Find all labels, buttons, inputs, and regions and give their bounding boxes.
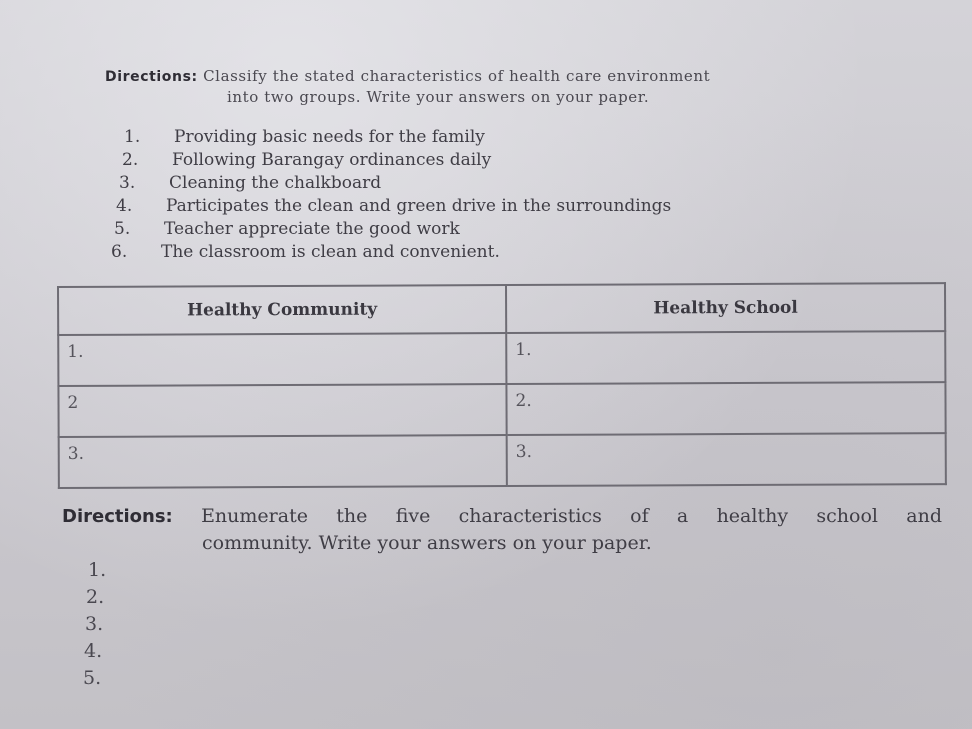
table-header-row <box>58 283 945 335</box>
header-healthy-community: Healthy Community <box>58 285 506 335</box>
item-number: 6. <box>111 242 128 262</box>
classification-table <box>57 282 947 489</box>
directions-label: Directions: <box>62 506 173 527</box>
list-item <box>110 172 671 195</box>
directions-classify <box>105 66 925 107</box>
answer-cell: 1. <box>58 333 506 386</box>
answer-line: 3. <box>85 613 104 635</box>
item-number: 4. <box>116 196 133 216</box>
item-text: The classroom is clean and convenient. <box>161 242 500 262</box>
item-text: Teacher appreciate the good work <box>164 219 460 239</box>
table-row <box>58 382 945 437</box>
directions-text-line2: into two groups. Write your answers on your paper. <box>227 88 650 106</box>
item-text: Cleaning the chalkboard <box>169 173 382 193</box>
list-item <box>110 218 671 241</box>
item-number: 5. <box>114 219 131 239</box>
item-text: Following Barangay ordinances daily <box>172 150 492 170</box>
list-item <box>110 126 671 149</box>
answer-cell: 1. <box>506 331 945 384</box>
answer-cell: 2. <box>506 382 945 435</box>
enumeration-answer-list <box>82 557 106 692</box>
directions-text-line2: community. Write your answers on your paper. <box>202 532 652 554</box>
characteristics-list <box>110 126 671 264</box>
list-item <box>110 241 671 264</box>
answer-cell: 3. <box>507 433 946 486</box>
table-row <box>58 331 945 386</box>
directions-text-line1: Classify the stated characteristics of health care environment <box>203 67 711 85</box>
directions-first-line <box>62 503 942 530</box>
item-number: 3. <box>119 173 136 193</box>
header-healthy-school: Healthy School <box>506 283 945 333</box>
item-text: Participates the clean and green drive in the surroundings <box>166 196 672 216</box>
item-text: Providing basic needs for the family <box>174 127 485 147</box>
answer-line: 1. <box>88 559 107 581</box>
answer-cell: 3. <box>59 435 507 488</box>
item-number: 1. <box>124 127 141 147</box>
list-item <box>110 195 671 218</box>
directions-label: Directions: <box>105 69 198 85</box>
list-item <box>110 149 671 172</box>
answer-cell: 2 <box>58 384 506 437</box>
directions-enumerate <box>62 503 942 557</box>
table-row <box>59 433 946 488</box>
directions-text-line1: Enumerate the five characteristics of a healthy school and <box>201 505 942 527</box>
item-number: 2. <box>122 150 139 170</box>
answer-line: 5. <box>83 667 102 689</box>
answer-line: 2. <box>86 586 105 608</box>
answer-line: 4. <box>84 640 103 662</box>
